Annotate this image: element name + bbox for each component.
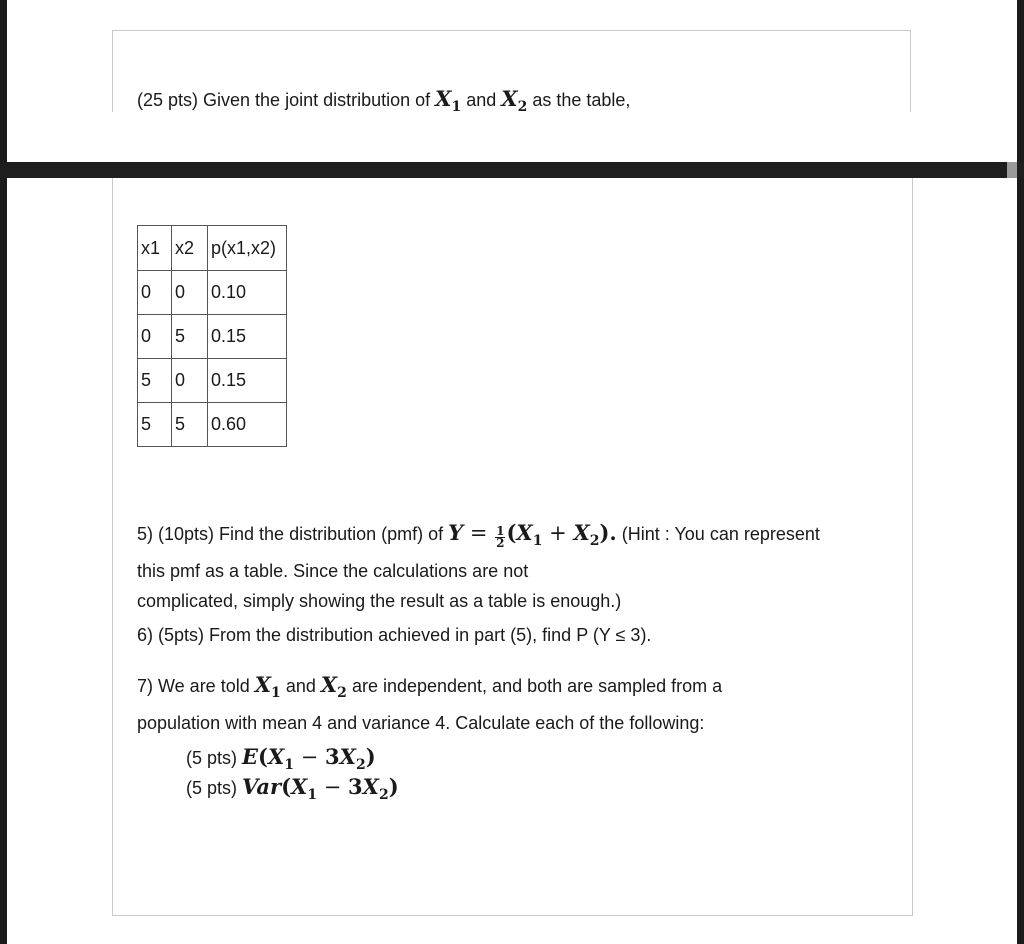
joint-distribution-table <box>137 225 287 447</box>
subpart-points: (5 pts) <box>186 778 238 798</box>
question-7-var-x2: $X_2$ <box>320 672 347 702</box>
subpart-variance <box>186 774 399 803</box>
table-header-prob: p(x1,x2) <box>208 226 287 271</box>
subpart-formula: $Var(X_1 - 3X_2)$ <box>242 774 399 804</box>
table-cell: 5 <box>138 359 172 403</box>
question-7-line-2: population with mean 4 and variance 4. Calculate each of the following: <box>137 713 705 734</box>
frame-edge-left-bottom <box>0 178 7 944</box>
table-cell: 0 <box>172 359 208 403</box>
table-cell: 5 <box>138 403 172 447</box>
question-7-prefix: 7) We are told <box>137 676 250 696</box>
intro-suffix: as the table, <box>532 90 631 110</box>
table-row <box>138 271 287 315</box>
subpart-points: (5 pts) <box>186 748 238 768</box>
subpart-expectation <box>186 744 376 773</box>
intro-var-x2: $X_2$ <box>501 86 528 116</box>
table-cell: 0.60 <box>208 403 287 447</box>
table-cell: 0.10 <box>208 271 287 315</box>
question-7-line-1 <box>137 670 897 708</box>
intro-prefix: (25 pts) Given the joint distribution of <box>137 90 431 110</box>
question-7-suffix: are independent, and both are sampled from a <box>351 676 723 696</box>
frame-edge-right-bottom <box>1017 178 1024 944</box>
question-7 <box>137 670 897 738</box>
question-5-line-3: complicated, simply showing the result as a table is enough.) <box>137 591 622 612</box>
question-6: 6) (5pts) From the distribution achieved in part (5), find P (Y ≤ 3). <box>137 625 652 645</box>
question-7-and: and <box>285 676 316 696</box>
table-row <box>138 315 287 359</box>
table-row <box>138 359 287 403</box>
subpart-formula: $E(X_1 - 3X_2)$ <box>242 744 376 774</box>
intro-var-x1: $X_1$ <box>435 86 462 116</box>
question-5-line-2: this pmf as a table. Since the calculations are not <box>137 561 529 582</box>
question-5-formula: Y = $\frac{1}{2}$ $(X_1 + X_2)$. <box>448 520 617 550</box>
table-cell: 0.15 <box>208 359 287 403</box>
table-header-row <box>138 226 287 271</box>
table-cell: 5 <box>172 403 208 447</box>
question-intro <box>137 86 630 115</box>
table-cell: 0 <box>172 271 208 315</box>
table-row <box>138 403 287 447</box>
fraction-one-half: $\frac{1}{2}$ <box>496 524 505 550</box>
table-cell: 0.15 <box>208 315 287 359</box>
intro-and: and <box>466 90 497 110</box>
table-cell: 5 <box>172 315 208 359</box>
question-5 <box>137 518 897 616</box>
frame-edge-left-top <box>0 0 7 162</box>
table-header-x1: x1 <box>138 226 172 271</box>
table-cell: 0 <box>138 271 172 315</box>
screenshot-separator-band <box>0 162 1024 178</box>
question-7-var-x1: $X_1$ <box>254 672 281 702</box>
question-5-prefix: 5) (10pts) Find the distribution (pmf) of <box>137 524 444 544</box>
table-cell: 0 <box>138 315 172 359</box>
scrollbar-tab <box>1007 162 1017 178</box>
frame-edge-right-top <box>1017 0 1024 162</box>
table-header-x2: x2 <box>172 226 208 271</box>
question-5-hint: (Hint : You can represent <box>621 524 820 544</box>
question-5-line-1 <box>137 518 897 556</box>
